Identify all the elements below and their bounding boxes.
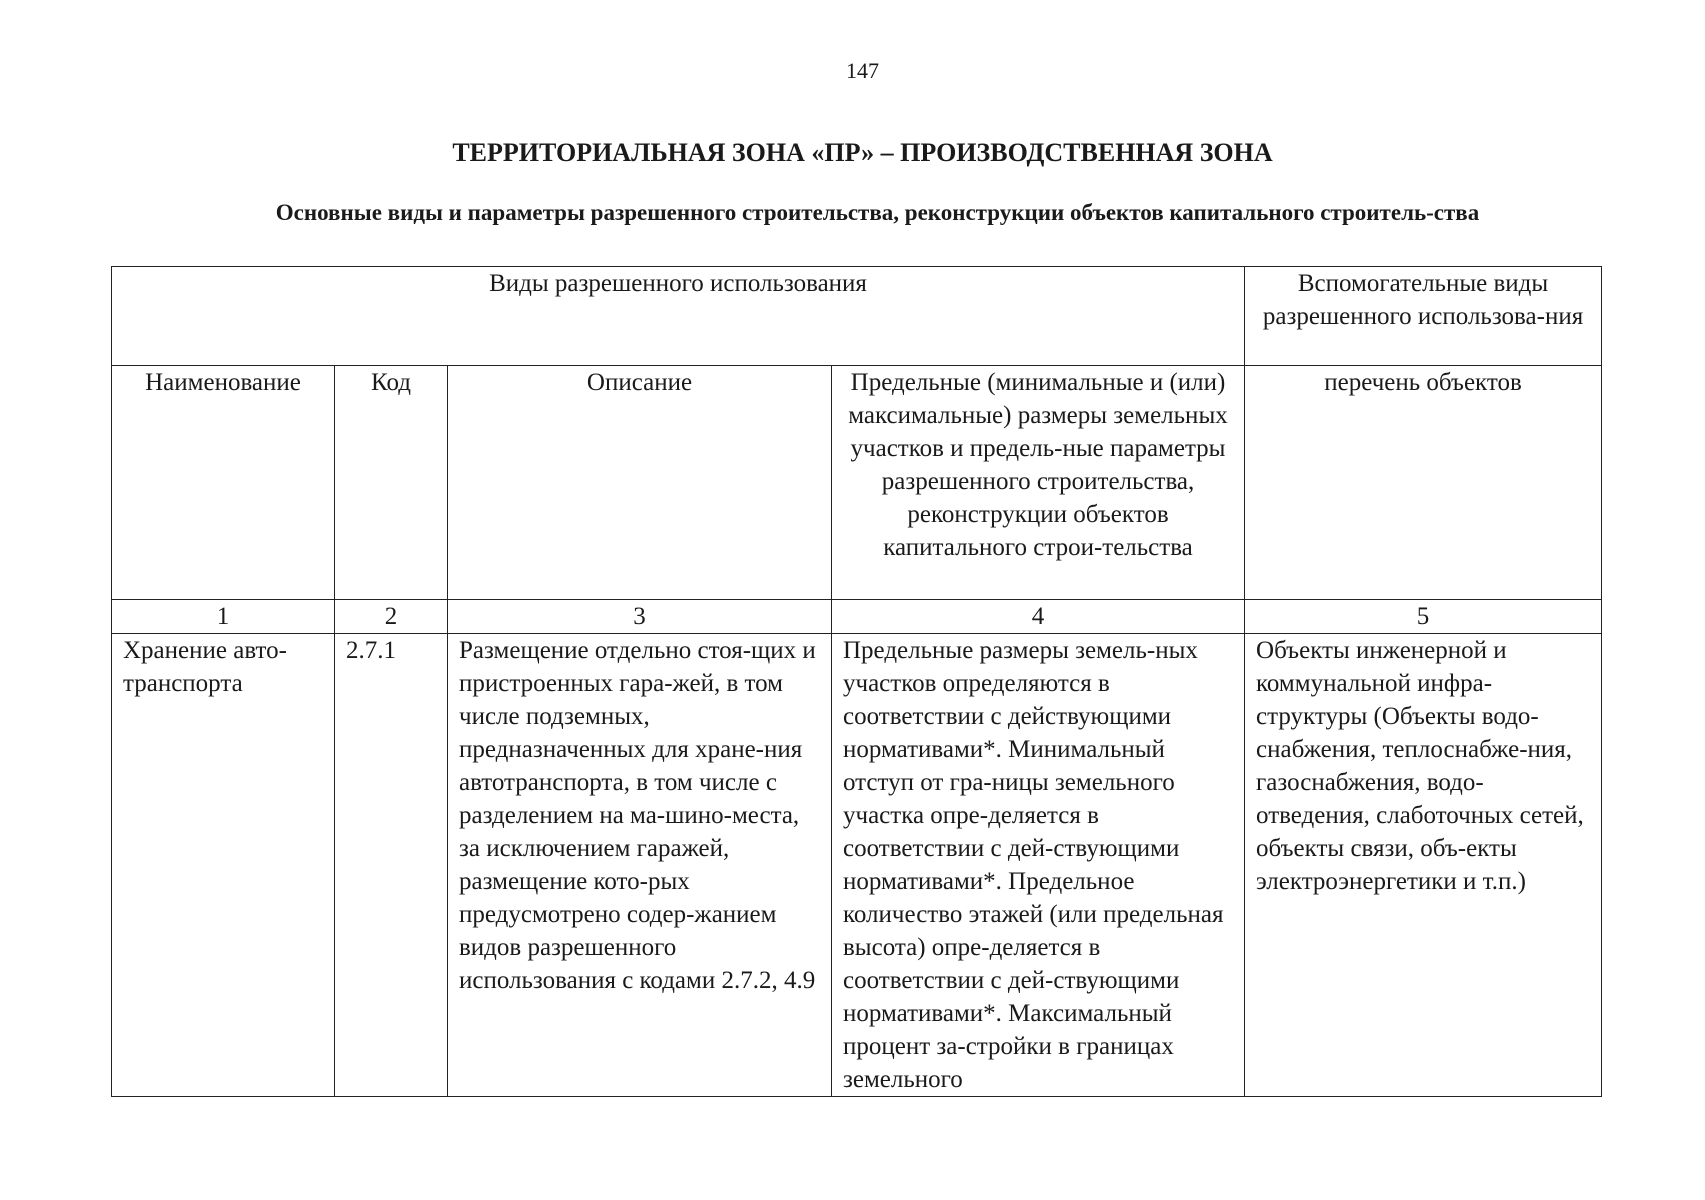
- header-objects: перечень объектов: [1245, 366, 1602, 600]
- cell-objects: Объекты инженерной и коммунальной инфра-структуры (Объекты водо-снабжения, теплоснабже-ния, газоснабжения, водо-отведения, слаботочных сетей, объекты связи, объ-екты электроэнергетики и т.п.): [1245, 634, 1602, 1097]
- regulations-table: [111, 266, 1602, 1097]
- header-limits: Предельные (минимальные и (или) максимальные) размеры земельных участков и предель-ные параметры разрешенного строительства, реконструкции объектов капитального строи-тельства: [832, 366, 1245, 600]
- header-description: Описание: [448, 366, 832, 600]
- section-title: Основные виды и параметры разрешенного строительства, реконструкции объектов капитального строитель-ства: [275, 200, 1480, 225]
- group-header-auxiliary: Вспомогательные виды разрешенного использова-ния: [1245, 267, 1602, 366]
- column-number: 3: [448, 600, 832, 634]
- table-column-header-row: [112, 366, 1602, 600]
- column-number-row: [112, 600, 1602, 634]
- cell-description: Размещение отдельно стоя-щих и пристроенных гара-жей, в том числе подземных, предназначенных для хране-ния автотранспорта, в том числе с разделением на ма-шино-места, за исключением гаражей, размещение кото-рых предусмотрено содер-жанием видов разрешенного использования с кодами 2.7.2, 4.9: [448, 634, 832, 1097]
- column-number: 1: [112, 600, 335, 634]
- column-number: 4: [832, 600, 1245, 634]
- cell-limits: Предельные размеры земель-ных участков определяются в соответствии с действующими нормативами*. Минимальный отступ от гра-ницы земельного участка опре-деляется в соответствии с дей-ствующими нормативами*. Предельное количество этажей (или предельная высота) опре-деляется в соответствии с дей-ствующими нормативами*. Максимальный процент за-стройки в границах земельного: [832, 634, 1245, 1097]
- column-number: 5: [1245, 600, 1602, 634]
- table-row: [112, 634, 1602, 1097]
- header-name: Наименование: [112, 366, 335, 600]
- header-code: Код: [335, 366, 448, 600]
- column-number: 2: [335, 600, 448, 634]
- page-number: 147: [846, 58, 879, 83]
- table-group-header-row: [112, 267, 1602, 366]
- zone-title: ТЕРРИТОРИАЛЬНАЯ ЗОНА «ПР» – ПРОИЗВОДСТВЕННАЯ ЗОНА: [452, 138, 1273, 167]
- cell-code: 2.7.1: [335, 634, 448, 1097]
- cell-name: Хранение авто-транспорта: [112, 634, 335, 1097]
- group-header-main: Виды разрешенного использования: [112, 267, 1245, 366]
